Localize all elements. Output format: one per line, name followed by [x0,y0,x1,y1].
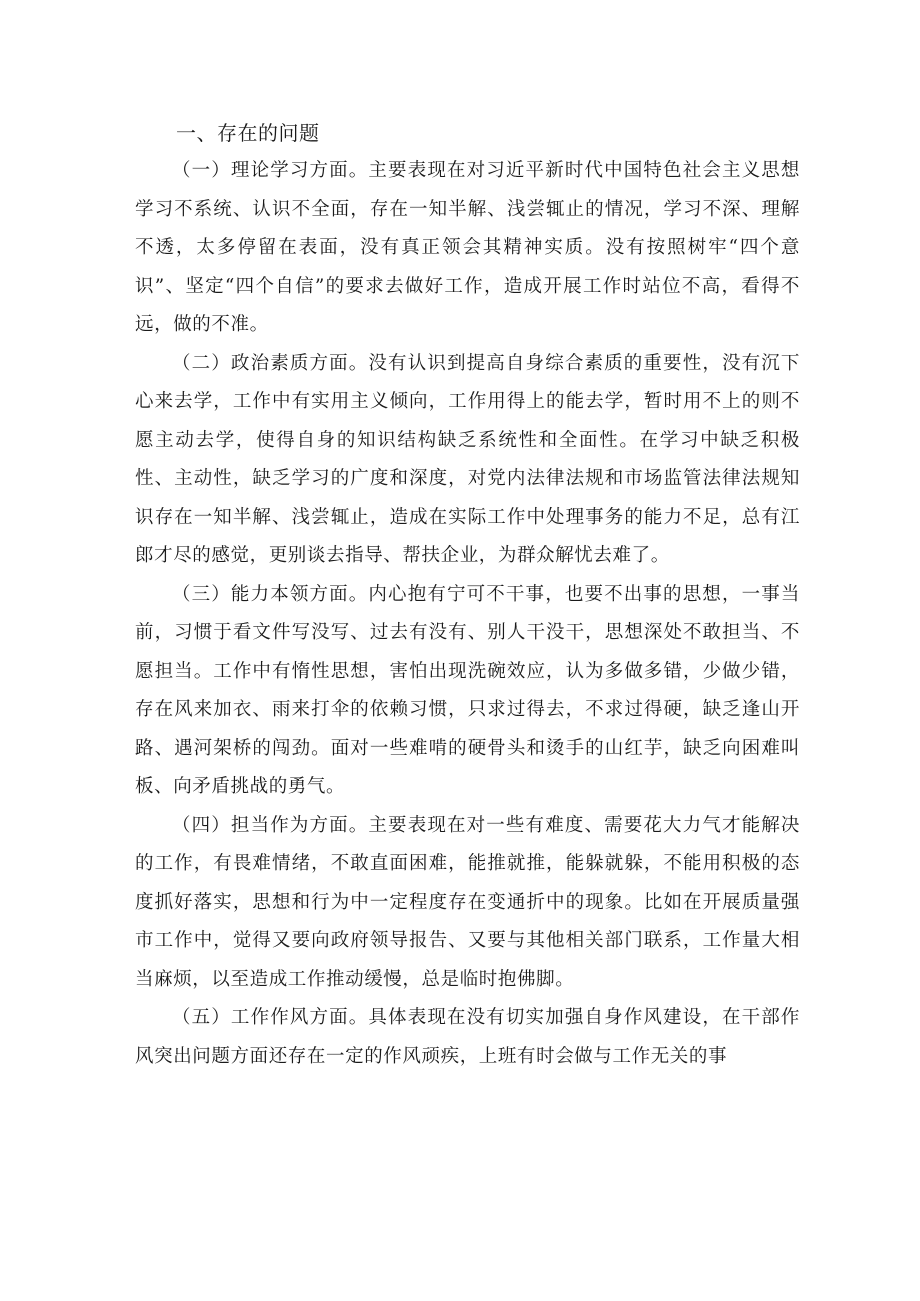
paragraph-political-quality: （二）政治素质方面。没有认识到提高自身综合素质的重要性，没有沉下心来去学，工作中有实用主义倾向，工作用得上的能去学，暂时用不上的则不愿主动去学，使得自身的知识结构缺乏系统性和全面性。在学习中缺乏积极性、主动性，缺乏学习的广度和深度，对党内法律法规和市场监管法律法规知识存在一知半解、浅尝辄止，造成在实际工作中处理事务的能力不足，总有江郎才尽的感觉，更别谈去指导、帮扶企业，为群众解忧去难了。 [135,352,800,566]
paragraph-ability: （三）能力本领方面。内心抱有宁可不干事，也要不出事的思想，一事当前，习惯于看文件写没写、过去有没有、别人干没干，思想深处不敢担当、不愿担当。工作中有惰性思想，害怕出现洗碗效应，认为多做多错，少做少错，存在风来加衣、雨来打伞的依赖习惯，只求过得去，不求过得硬，缺乏逢山开路、遇河架桥的闯劲。面对一些难啃的硬骨头和烫手的山红芋，缺乏向困难叫板、向矛盾挑战的勇气。 [135,583,800,797]
section-heading: 一、存在的问题 [176,121,320,145]
paragraph-responsibility: （四）担当作为方面。主要表现在对一些有难度、需要花大力气才能解决的工作，有畏难情绪，不敢直面困难，能推就推，能躲就躲，不能用积极的态度抓好落实，思想和行为中一定程度存在变通折中的现象。比如在开展质量强市工作中，觉得又要向政府领导报告、又要与其他相关部门联系，工作量大相当麻烦，以至造成工作推动缓慢，总是临时抱佛脚。 [135,814,800,990]
paragraph-work-style: （五）工作作风方面。具体表现在没有切实加强自身作风建设，在干部作风突出问题方面还存在一定的作风顽疾，上班有时会做与工作无关的事 [135,1007,800,1067]
paragraph-theory-study: （一）理论学习方面。主要表现在对习近平新时代中国特色社会主义思想学习不系统、认识不全面，存在一知半解、浅尝辄止的情况，学习不深、理解不透，太多停留在表面，没有真正领会其精神实质。没有按照树牢“四个意识”、坚定“四个自信”的要求去做好工作，造成开展工作时站位不高，看得不远，做的不准。 [135,160,800,335]
body-text [135,152,800,1076]
